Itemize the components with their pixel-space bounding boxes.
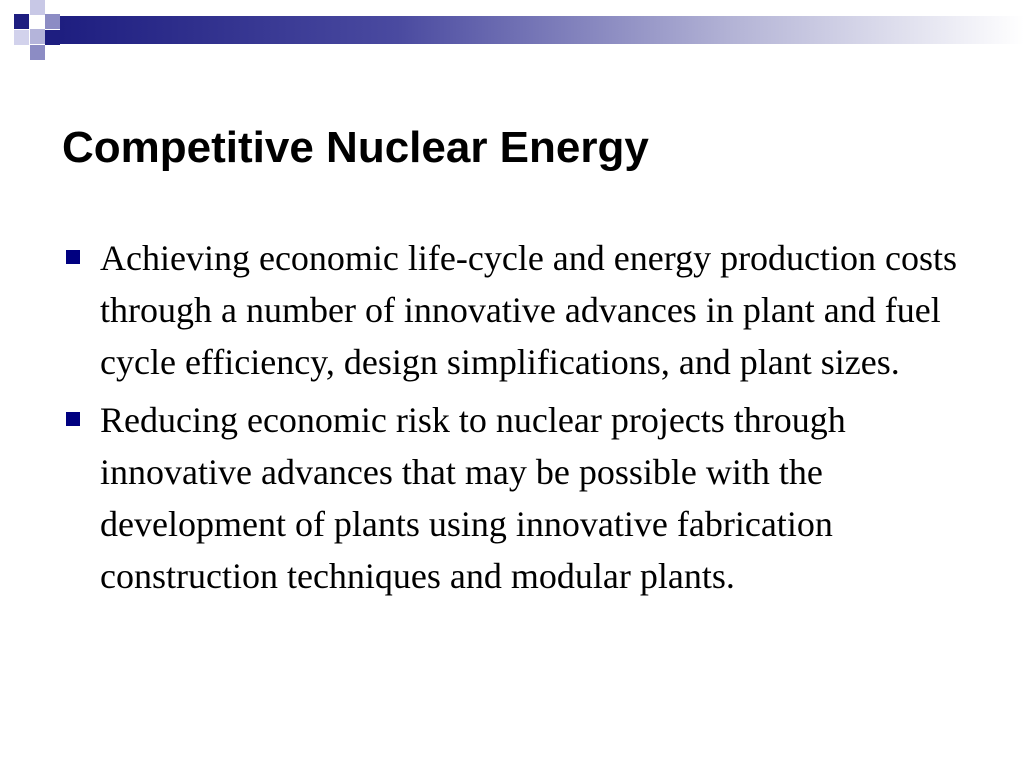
header-gradient-bar — [60, 16, 1024, 44]
decorative-square — [30, 0, 45, 15]
bullet-item — [62, 394, 982, 602]
decorative-square — [14, 30, 29, 45]
bullet-list — [62, 232, 982, 608]
decorative-square — [14, 14, 29, 29]
square-bullet-icon — [66, 412, 80, 426]
bullet-item — [62, 232, 982, 388]
square-bullet-icon — [66, 250, 80, 264]
decorative-square — [45, 14, 60, 29]
decorative-square — [45, 30, 60, 45]
decorative-square — [30, 45, 45, 60]
decorative-square — [30, 29, 45, 44]
slide-title: Competitive Nuclear Energy — [62, 123, 649, 172]
bullet-text: Reducing economic risk to nuclear projects through innovative advances that may be possible with the development of plants using innovative fabrication construction techniques and modular plants. — [100, 400, 846, 596]
bullet-text: Achieving economic life-cycle and energy production costs through a number of innovative advances in plant and fuel cycle efficiency, design simplifications, and plant sizes. — [100, 238, 958, 382]
